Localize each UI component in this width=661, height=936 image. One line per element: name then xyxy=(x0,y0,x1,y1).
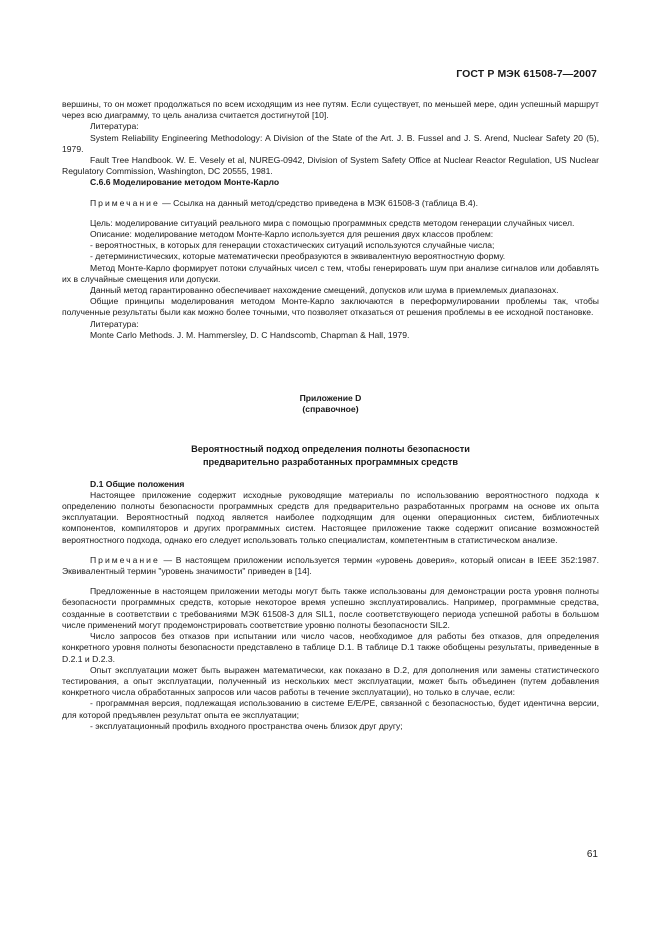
section-heading-d1: D.1 Общие положения xyxy=(90,478,185,489)
document-title-line-1: Вероятностный подход определения полноты безопасности xyxy=(191,444,470,455)
literature-label: Литература: xyxy=(90,318,139,329)
note-text: — В настоящем приложении используется термин «уровень доверия», который описан в IEEE 352:1987. Эквивалентный термин "уровень значимости" приведен в [14]. xyxy=(62,554,599,577)
note-label: Примечание xyxy=(90,554,160,565)
appendix-title: Приложение D xyxy=(299,393,362,404)
page-number: 61 xyxy=(586,849,598,860)
note xyxy=(62,198,599,209)
literature-ref: Monte Carlo Methods. J. M. Hammersley, D. C Handscomb, Chapman & Hall, 1979. xyxy=(90,329,410,340)
paragraph: Число запросов без отказов при испытании или число часов, необходимое для работы без отказов, для определения конкретного уровня полноты безопасности представлено в таблице D.1. В таблице D.1 также обобщены результаты, приведенные в D.2.1 и D.2.3. xyxy=(62,631,599,664)
appendix-subtitle: (справочное) xyxy=(302,404,359,415)
list-item: - программная версия, подлежащая использованию в системе Е/Е/РЕ, связанной с безопасностью, будет идентична версии, для которой предъявлен результат опыта ее эксплуатации; xyxy=(62,698,599,720)
section-heading-c66: С.6.6 Моделирование методом Монте-Карло xyxy=(90,177,280,188)
literature-label: Литература: xyxy=(90,121,139,132)
document-title-line-2: предварительно разработанных программных средств xyxy=(203,457,458,468)
doc-header: ГОСТ Р МЭК 61508-7—2007 xyxy=(456,68,597,80)
paragraph: Настоящее приложение содержит исходные руководящие материалы по использованию вероятностного подхода к определению полноты безопасности программных средств для предварительно разработанных программ на основе их опыта эксплуатации. Вероятностный подход является наиболее подходящим для оценки операционных систем, библиотечных компонентов, компиляторов и других программных систем. Настоящее приложение также содержит описание возможностей вероятностного подхода, однако его следует использовать только специалистам, компетентным в статистическом анализе. xyxy=(62,489,599,545)
paragraph-goal: Цель: моделирование ситуаций реального мира с помощью программных средств методом генерации случайных чисел. xyxy=(90,217,575,228)
paragraph: Данный метод гарантированно обеспечивает нахождение смещений, допусков или шума в приемлемых диапазонах. xyxy=(90,285,559,296)
note xyxy=(62,555,599,577)
paragraph: Общие принципы моделирования методом Монте-Карло заключаются в переформулировании проблемы так, чтобы полученные результаты были как можно более точными, что позволяет отказаться от решения проблемы в ее исходной постановке. xyxy=(62,296,599,318)
paragraph: вершины, то он может продолжаться по всем исходящим из нее путям. Если существует, по меньшей мере, один успешный маршрут через всю диаграмму, то цель анализа считается достигнутой [10]. xyxy=(62,99,599,121)
paragraph: Предложенные в настоящем приложении методы могут быть также использованы для демонстрации роста уровня полноты безопасности программных средств, которые некоторое время успешно эксплуатировались. Например, программные средства, созданные в соответствии с требованиями МЭК 61508-3 для SIL1, после соответствующего периода успешной работы в большом числе применений могут продемонстрировать соответствие уровню полноты безопасности SIL2. xyxy=(62,586,599,630)
list-item: - вероятностных, в которых для генерации стохастических ситуаций используются случайные числа; xyxy=(90,240,495,251)
paragraph-description: Описание: моделирование методом Монте-Карло используется для решения двух классов проблем: xyxy=(90,229,494,240)
note-text: — Ссылка на данный метод/средство приведена в МЭК 61508-3 (таблица В.4). xyxy=(159,197,478,208)
list-item: - детерминистических, которые математически преобразуются в эквивалентную вероятностную форму. xyxy=(90,251,506,262)
paragraph: Метод Монте-Карло формирует потоки случайных чисел с тем, чтобы генерировать шум при анализе сигналов или добавлять их в случайные смещения или допуски. xyxy=(62,262,599,284)
paragraph: Опыт эксплуатации может быть выражен математически, как показано в D.2, для дополнения или замены статистического тестирования, а опыт эксплуатации, полученный из нескольких мест эксплуатации, может быть объединен (путем добавления конкретного числа обработанных запросов или часов работы в течение эксплуатации), но только в случае, если: xyxy=(62,664,599,698)
literature-ref: System Reliability Engineering Methodology: A Division of the State of the Art. J. B. Fussel and J. S. Arend, Nuclear Safety 20 (5), 1979. xyxy=(62,132,599,154)
list-item: - эксплуатационный профиль входного пространства очень близок друг другу; xyxy=(90,720,403,731)
literature-ref: Fault Tree Handbook. W. E. Vesely et al, NUREG-0942, Division of System Safety Office at Nuclear Reactor Regulation, US Nuclear Regulatory Commission, Washington, DC 20555, 1981. xyxy=(62,155,599,177)
page-body xyxy=(62,99,599,732)
note-label: Примечание xyxy=(90,197,160,208)
